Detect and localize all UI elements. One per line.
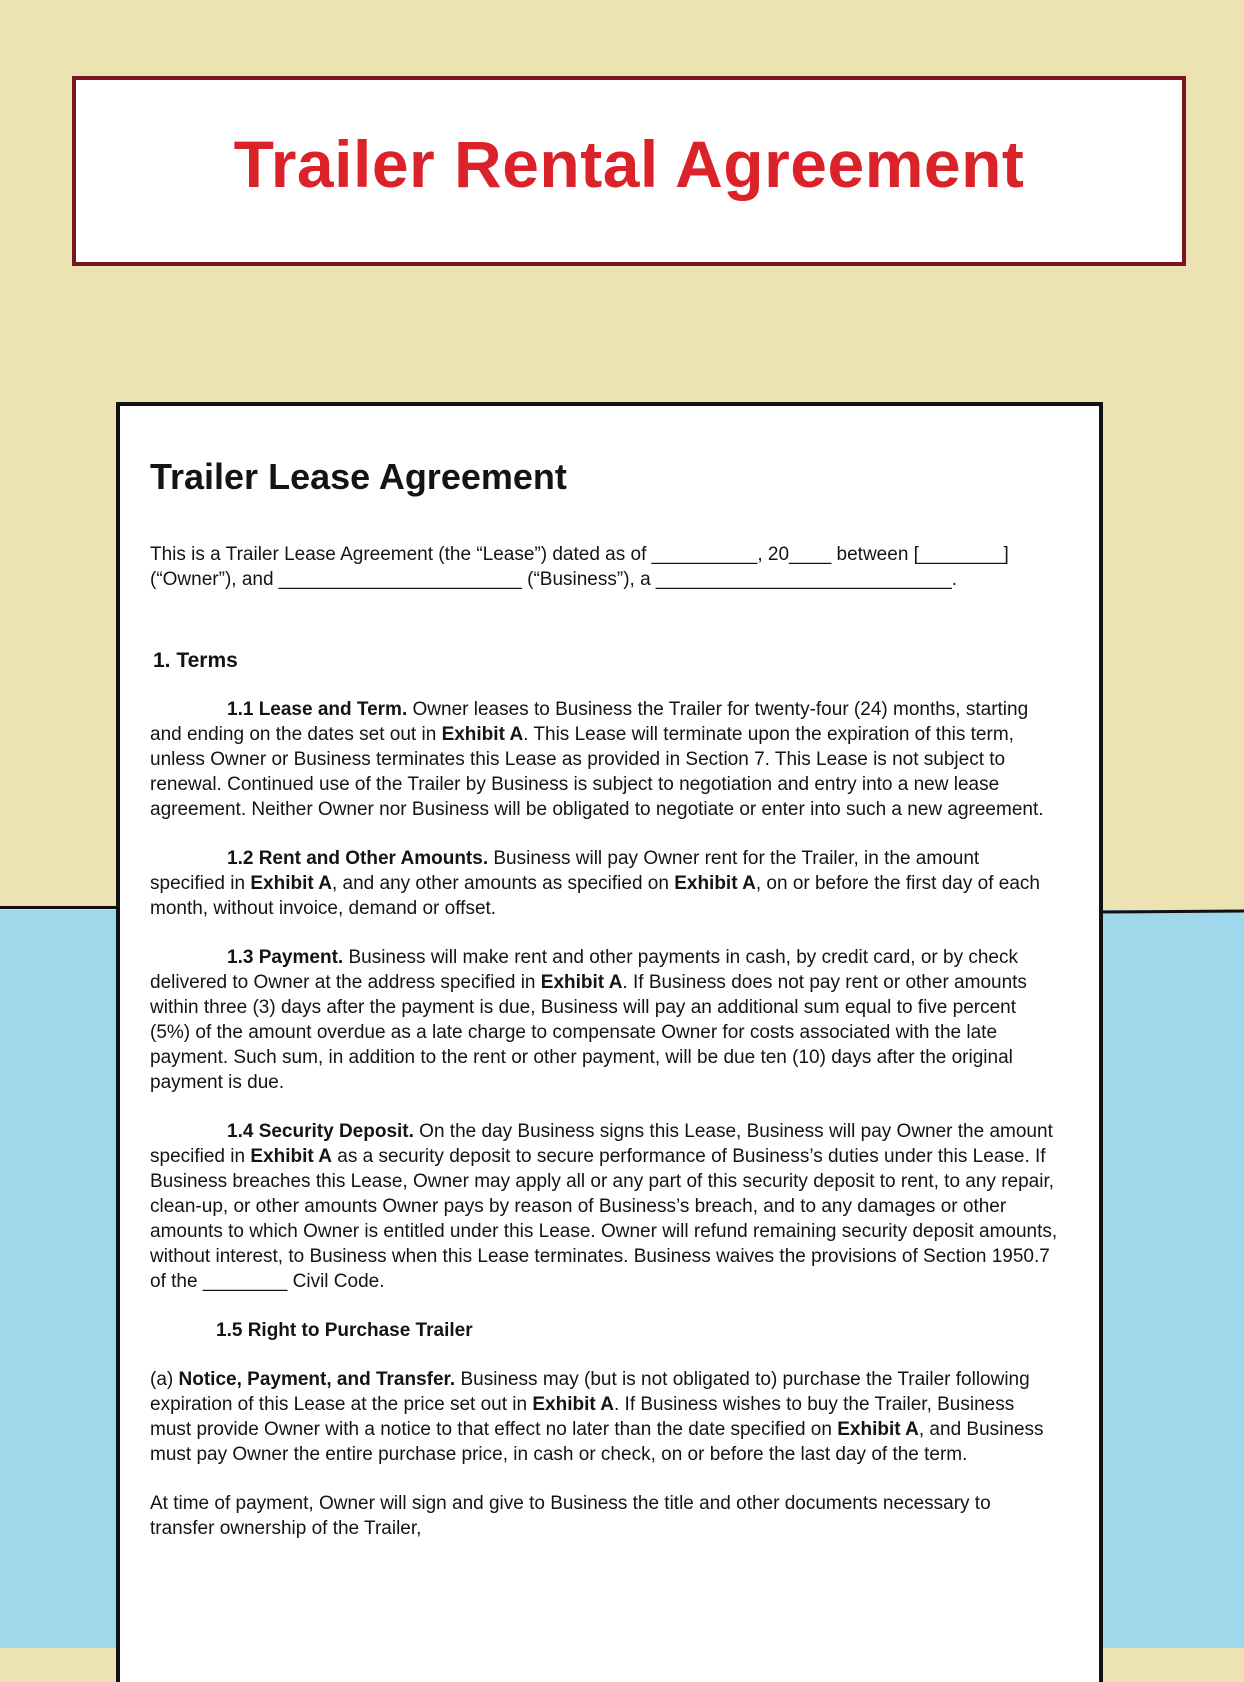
exhibit-a-ref: Exhibit A	[250, 1146, 332, 1167]
clause-1-2-text: , on or before the first day of each month, without invoice, demand or offset.	[150, 873, 1040, 919]
sub-clause-a-label: (a)	[150, 1369, 174, 1390]
sub-clause-a-text: Business may (but is not obligated to) purchase the Trailer following expiration of this Lease at the price set out in	[150, 1369, 1030, 1415]
exhibit-a-ref: Exhibit A	[674, 873, 756, 894]
sub-clause-a-text: . If Business wishes to buy the Trailer, Business must provide Owner with a notice to that effect no later than the date specified on	[150, 1394, 1015, 1440]
document-title: Trailer Lease Agreement	[150, 456, 567, 497]
clause-1-3	[150, 945, 1059, 1095]
clause-1-4	[150, 1119, 1059, 1294]
clause-1-2-text: , and any other amounts as specified on	[331, 873, 675, 894]
clause-1-4-title: 1.4 Security Deposit.	[227, 1121, 414, 1142]
clause-1-1	[150, 697, 1059, 822]
divider-line-left	[0, 906, 120, 909]
clause-1-2-text: Business will pay Owner rent for the Trailer, in the amount specified in	[150, 848, 980, 894]
exhibit-a-ref: Exhibit A	[250, 873, 332, 894]
intro-paragraph: This is a Trailer Lease Agreement (the “Lease”) dated as of __________, 20____ between [________] (“Owner”), and _______________________ (“Business”), a ____________________________.	[150, 544, 1009, 590]
document-page	[116, 402, 1103, 1682]
final-paragraph: At time of payment, Owner will sign and give to Business the title and other documents necessary to transfer ownership of the Trailer,	[150, 1493, 991, 1539]
clause-1-3-text: . If Business does not pay rent or other amounts within three (3) days after the payment is due, Business will pay an additional sum equal to five percent (5%) of the amount overdue as a late charge to compensate Owner for costs associated with the late payment. Such sum, in addition to the rent or other payment, will be due ten (10) days after the original payment is due.	[150, 972, 1027, 1093]
clause-1-5-heading: 1.5 Right to Purchase Trailer	[216, 1320, 473, 1341]
clause-1-3-text: Business will make rent and other payments in cash, by credit card, or by check delivered to Owner at the address specified in	[150, 947, 1018, 993]
sub-clause-a	[150, 1367, 1059, 1467]
title-banner	[72, 76, 1186, 266]
exhibit-a-ref: Exhibit A	[540, 972, 623, 993]
exhibit-a-ref: Exhibit A	[441, 724, 524, 745]
clause-1-4-text: On the day Business signs this Lease, Business will pay Owner the amount specified in	[150, 1121, 1053, 1167]
exhibit-a-ref: Exhibit A	[532, 1394, 614, 1415]
clause-1-2-title: 1.2 Rent and Other Amounts.	[227, 848, 489, 869]
sub-clause-a-text: , and Business must pay Owner the entire purchase price, in cash or check, on or before the last day of the term.	[150, 1419, 1044, 1465]
clause-1-2	[150, 846, 1059, 921]
section-heading-terms: 1. Terms	[153, 649, 238, 672]
clause-1-1-text: Owner leases to Business the Trailer for twenty-four (24) months, starting and ending on the dates set out in	[150, 699, 1029, 745]
clause-1-4-text: as a security deposit to secure performance of Business’s duties under this Lease. If Business breaches this Lease, Owner may apply all or any part of this security deposit to rent, to any repair, clean-up, or other amounts Owner pays by reason of Business’s breach, and to any damages or other amounts to which Owner is entitled under this Lease. Owner will refund remaining security deposit amounts, without interest, to Business when this Lease terminates. Business waives the provisions of Section 1950.7 of the ________ Civil Code.	[150, 1146, 1058, 1292]
exhibit-a-ref: Exhibit A	[837, 1419, 919, 1440]
banner-title: Trailer Rental Agreement	[233, 127, 1025, 201]
clause-1-1-title: 1.1 Lease and Term.	[227, 699, 408, 720]
clause-1-3-title: 1.3 Payment.	[227, 947, 344, 968]
sub-clause-a-title: Notice, Payment, and Transfer.	[178, 1369, 456, 1390]
clause-1-1-text: . This Lease will terminate upon the expiration of this term, unless Owner or Business terminates this Lease as provided in Section 7. This Lease is not subject to renewal. Continued use of the Trailer by Business is subject to negotiation and entry into a new lease agreement. Neither Owner nor Business will be obligated to negotiate or enter into such a new agreement.	[150, 724, 1044, 820]
